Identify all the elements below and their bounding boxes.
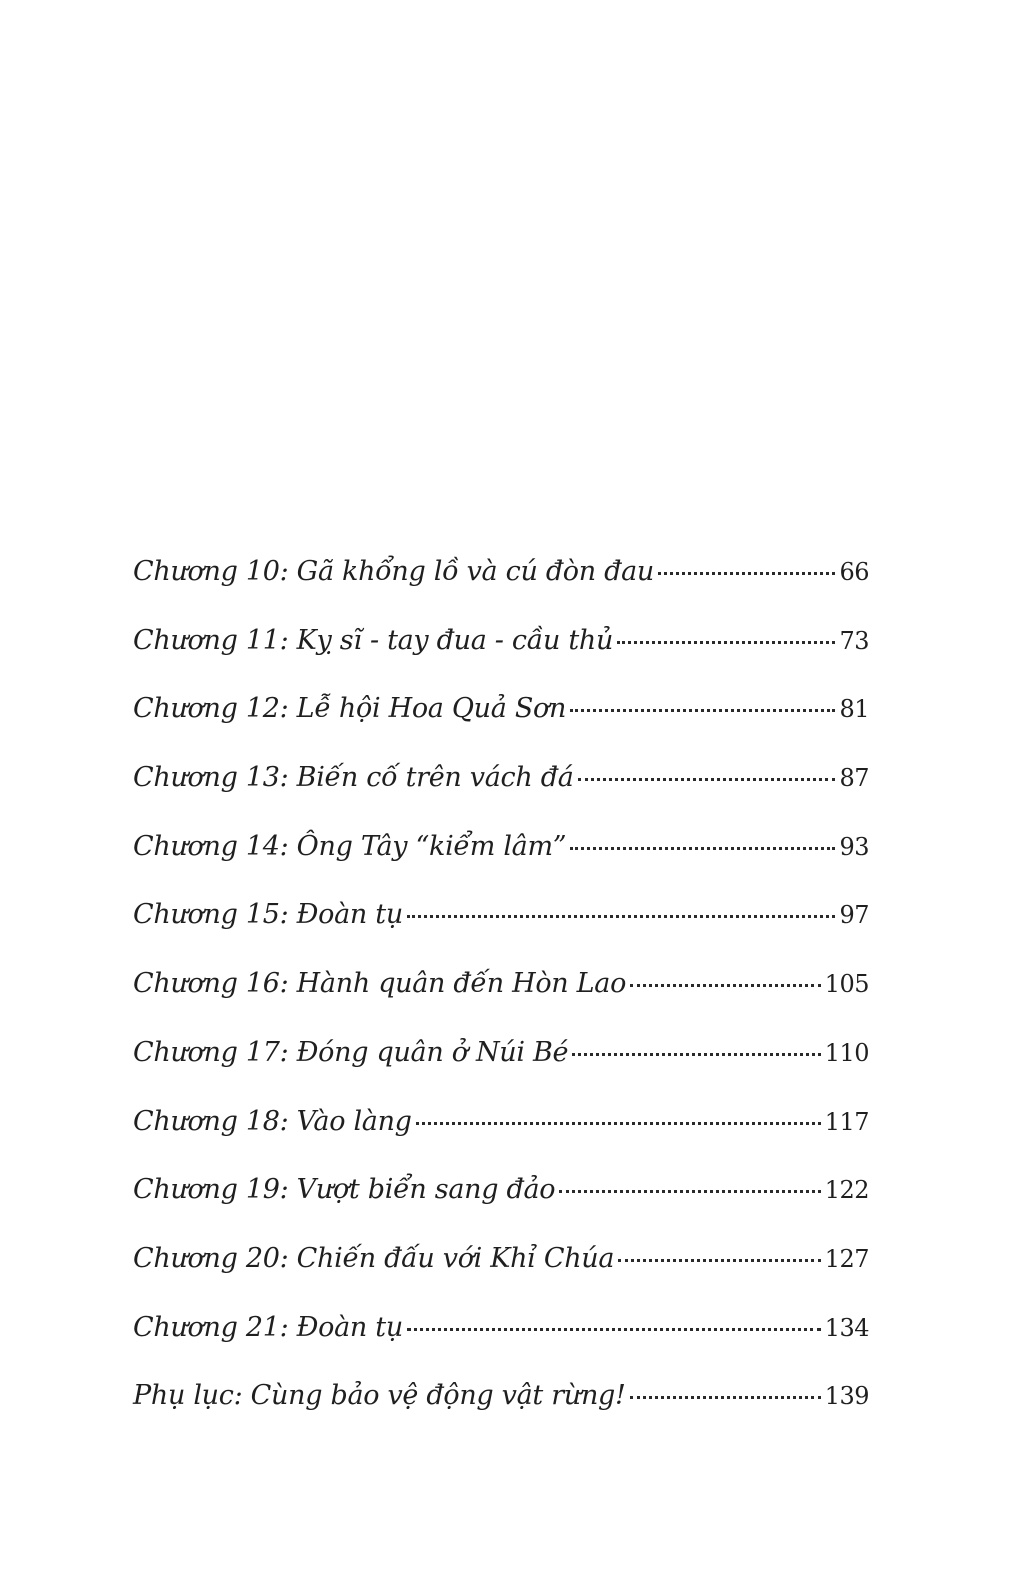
toc-entry-title: Chương 15: Đoàn tụ [133,899,403,931]
toc-entry-title: Chương 14: Ông Tây “kiểm lâm” [133,830,567,862]
toc-entry-appendix [133,1380,869,1449]
dot-leader [407,1328,821,1331]
dot-leader [407,915,836,918]
toc-entry-chapter-16 [133,968,869,1037]
toc-entry-title: Chương 16: Hành quân đến Hòn Lao [133,968,627,1000]
toc-entry-page: 134 [824,1313,869,1342]
dot-leader [572,1053,820,1056]
toc-entry-page: 127 [824,1244,869,1273]
toc-entry-chapter-20 [133,1243,869,1312]
toc-entry-title: Phụ lục: Cùng bảo vệ động vật rừng! [133,1380,626,1412]
toc-entry-chapter-21 [133,1312,869,1381]
dot-leader [578,778,836,781]
toc-entry-title: Chương 18: Vào làng [133,1105,412,1137]
toc-entry-chapter-10 [133,556,869,625]
toc-entry-page: 93 [839,832,869,861]
toc-entry-page: 81 [839,695,869,724]
toc-entry-page: 66 [839,558,869,586]
toc-entry-title: Chương 19: Vượt biển sang đảo [133,1174,556,1206]
toc-entry-chapter-14 [133,831,869,900]
toc-entry-title: Chương 10: Gã khổng lồ và cú đòn đau [133,556,655,587]
dot-leader [630,1396,821,1399]
table-of-contents [133,556,869,1449]
toc-entry-title: Chương 11: Kỵ sĩ - tay đua - cầu thủ [133,624,614,656]
dot-leader [559,1190,820,1193]
dot-leader [570,709,835,712]
toc-entry-chapter-13 [133,762,869,831]
toc-entry-title: Chương 20: Chiến đấu với Khỉ Chúa [133,1242,615,1274]
dot-leader [617,641,835,644]
toc-entry-title: Chương 13: Biến cố trên vách đá [133,762,574,794]
dot-leader [630,984,821,987]
toc-entry-page: 110 [824,1038,869,1067]
toc-entry-chapter-11 [133,625,869,694]
toc-entry-chapter-19 [133,1174,869,1243]
toc-entry-title: Chương 12: Lễ hội Hoa Quả Sơn [133,693,567,725]
toc-entry-page: 73 [839,626,869,655]
toc-entry-chapter-18 [133,1106,869,1175]
toc-entry-chapter-17 [133,1037,869,1106]
toc-entry-page: 87 [839,764,869,793]
dot-leader [658,572,835,575]
toc-entry-title: Chương 17: Đóng quân ở Núi Bé [133,1036,569,1068]
toc-entry-page: 117 [824,1107,869,1136]
dot-leader [570,847,835,850]
toc-entry-chapter-15 [133,899,869,968]
toc-entry-title: Chương 21: Đoàn tụ [133,1311,403,1343]
toc-entry-page: 105 [824,970,869,999]
toc-entry-page: 139 [824,1382,869,1411]
dot-leader [416,1122,821,1125]
toc-entry-page: 122 [824,1176,869,1205]
dot-leader [618,1259,820,1262]
toc-entry-chapter-12 [133,693,869,762]
toc-entry-page: 97 [839,901,869,930]
